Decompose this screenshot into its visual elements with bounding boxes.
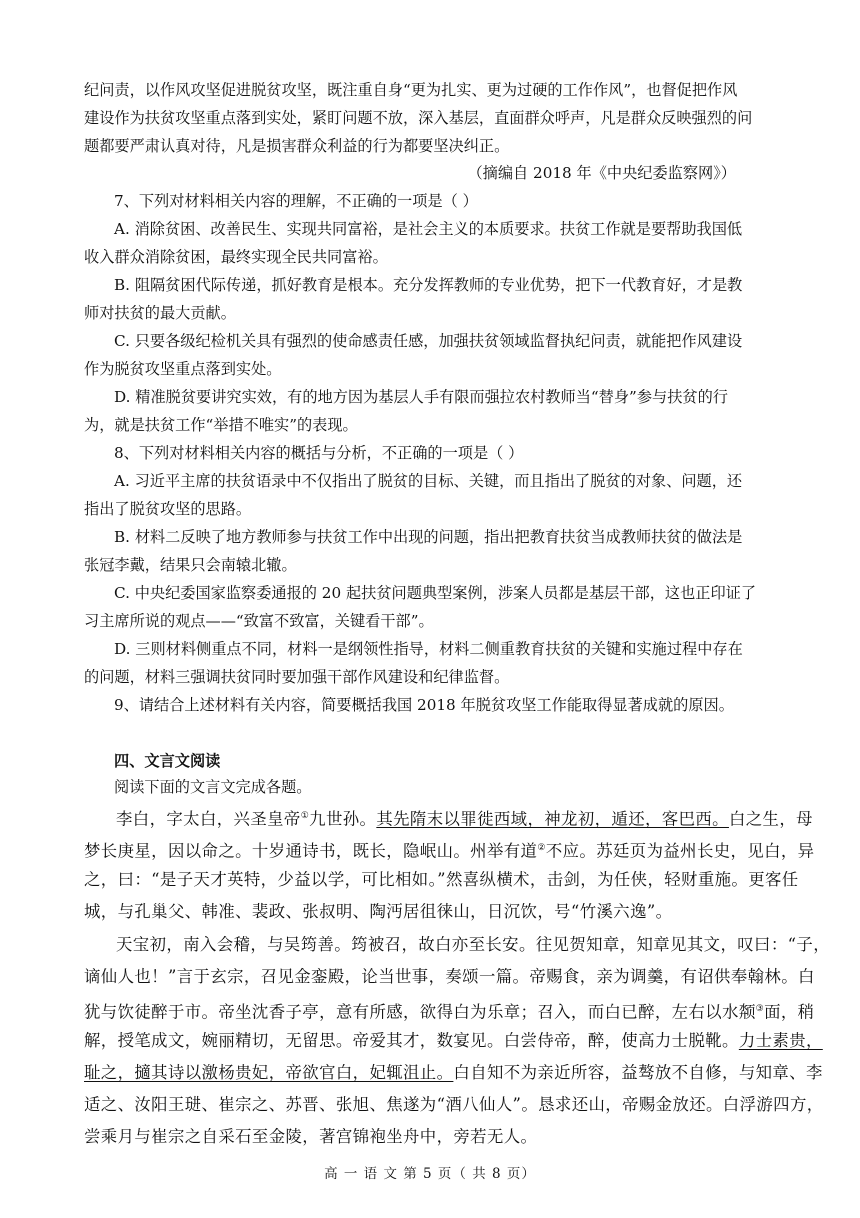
option-b-cont: 张冠李戴，结果只会南辕北辙。: [84, 556, 297, 574]
option-b: B. 材料二反映了地方教师参与扶贫工作中出现的问题，指出把教育扶贫当成教师扶贫的做法是: [114, 528, 743, 546]
passage-line: 解，授笔成文，婉丽精切，无留思。帝爱其才，数宴见。白尝侍帝，醉，使高力士脱靴。力士素贵，: [84, 1031, 823, 1050]
option-d: D. 精准脱贫要讲究实效，有的地方因为基层人手有限而强拉农村教师当“替身”参与扶贫的行: [114, 388, 728, 406]
passage-line: 城，与孔巢父、韩准、裴政、张叔明、陶沔居徂徕山，日沉饮，号“竹溪六逸”。: [84, 902, 673, 921]
option-a-cont: 收入群众消除贫困，最终实现全民共同富裕。: [84, 248, 388, 266]
passage-line: 耻之，擿其诗以激杨贵妃，帝欲官白，妃辄沮止。白自知不为亲近所容，益骜放不自修，与知章、李: [84, 1063, 823, 1082]
text-line: 纪问责，以作风攻坚促进脱贫攻坚，既注重自身“更为扎实、更为过硬的工作作风”，也督促把作风: [84, 81, 738, 99]
option-d-cont: 的问题，材料三强调扶贫同时要加强干部作风建设和纪律监督。: [84, 668, 510, 686]
option-d: D. 三则材料侧重点不同，材料一是纲领性指导，材料二侧重教育扶贫的关键和实施过程中存在: [114, 640, 743, 658]
page-footer: 高 一 语 文 第 5 页（ 共 8 页）: [324, 1166, 536, 1182]
passage-line: 梦长庚星，因以命之。十岁通诗书，既长，隐岷山。州举有道②不应。苏廷页为益州长史，见白，异: [84, 841, 815, 861]
underlined-sentence: 力士素贵，: [738, 1031, 823, 1050]
option-c: C. 只要各级纪检机关具有强烈的使命感责任感，加强扶贫领域监督执纪问责，就能把作风建设: [114, 332, 743, 350]
option-b-cont: 师对扶贫的最大贡献。: [84, 304, 236, 322]
text-line: 建设作为扶贫攻坚重点落到实处，紧盯问题不放，深入基层，直面群众呼声，凡是群众反映强烈的问: [84, 109, 753, 127]
section-intro: 阅读下面的文言文完成各题。: [114, 778, 312, 796]
question-9: 9、请结合上述材料有关内容，简要概括我国 2018 年脱贫攻坚工作能取得显著成就的原因。: [114, 696, 734, 714]
passage-line: 谪仙人也！”言于玄宗，召见金銮殿，论当世事，奏颂一篇。帝赐食，亲为调羹，有诏供奉翰林。白: [84, 967, 815, 986]
passage-line: 李白，字太白，兴圣皇帝①九世孙。其先隋末以罪徙西域，神龙初，遁还，客巴西。白之生，母: [116, 809, 813, 829]
passage-line: 适之、汝阳王琎、崔宗之、苏晋、张旭、焦遂为“酒八仙人”。恳求还山，帝赐金放还。白浮游四方，: [84, 1095, 824, 1114]
option-c: C. 中央纪委国家监察委通报的 20 起扶贫问题典型案例，涉案人员都是基层干部，这也正印证了: [114, 584, 757, 602]
question-8-stem: 8、下列对材料相关内容的概括与分析，不正确的一项是（ ）: [114, 444, 524, 462]
option-a: A. 习近平主席的扶贫语录中不仅指出了脱贫的目标、关键，而且指出了脱贫的对象、问题，还: [114, 472, 743, 490]
option-a-cont: 指出了脱贫攻坚的思路。: [84, 500, 252, 518]
option-c-cont: 作为脱贫攻坚重点落到实处。: [84, 360, 282, 378]
option-b: B. 阻隔贫困代际传递，抓好教育是根本。充分发挥教师的专业优势，把下一代教育好，才是教: [114, 276, 743, 294]
option-c-cont: 习主席所说的观点——“致富不致富，关键看干部”。: [84, 612, 434, 630]
text-line: 题都要严肃认真对待，凡是损害群众利益的行为都要坚决纠正。: [84, 137, 510, 155]
passage-line: 犹与饮徒醉于市。帝坐沈香子亭，意有所感，欲得白为乐章；召入，而白已醉，左右以水颒③面，稍: [84, 1002, 815, 1022]
source-citation: （摘编自 2018 年《中央纪委监察网》）: [467, 164, 736, 182]
section-title: 四、文言文阅读: [114, 752, 221, 770]
underlined-sentence: 耻之，擿其诗以激杨贵妃，帝欲官白，妃辄沮止。: [84, 1063, 454, 1082]
option-d-cont: 为，就是扶贫工作“举措不唯实”的表现。: [84, 416, 358, 434]
passage-line: 之，曰：“是子天才英特，少益以学，可比相如。”然喜纵横术，击剑，为任侠，轻财重施。更客任: [84, 870, 799, 889]
underlined-sentence: 其先隋末以罪徙西域，神龙初，遁还，客巴西。: [376, 809, 729, 829]
question-7-stem: 7、下列对材料相关内容的理解，不正确的一项是（ ）: [114, 192, 478, 210]
passage-line: 尝乘月与崔宗之自采石至金陵，著宫锦袍坐舟中，旁若无人。: [84, 1127, 538, 1146]
option-a: A. 消除贫困、改善民生、实现共同富裕，是社会主义的本质要求。扶贫工作就是要帮助我国低: [114, 220, 743, 238]
passage-line: 天宝初，南入会稽，与吴筠善。筠被召，故白亦至长安。往见贺知章，知章见其文，叹曰：“子，: [116, 935, 830, 954]
